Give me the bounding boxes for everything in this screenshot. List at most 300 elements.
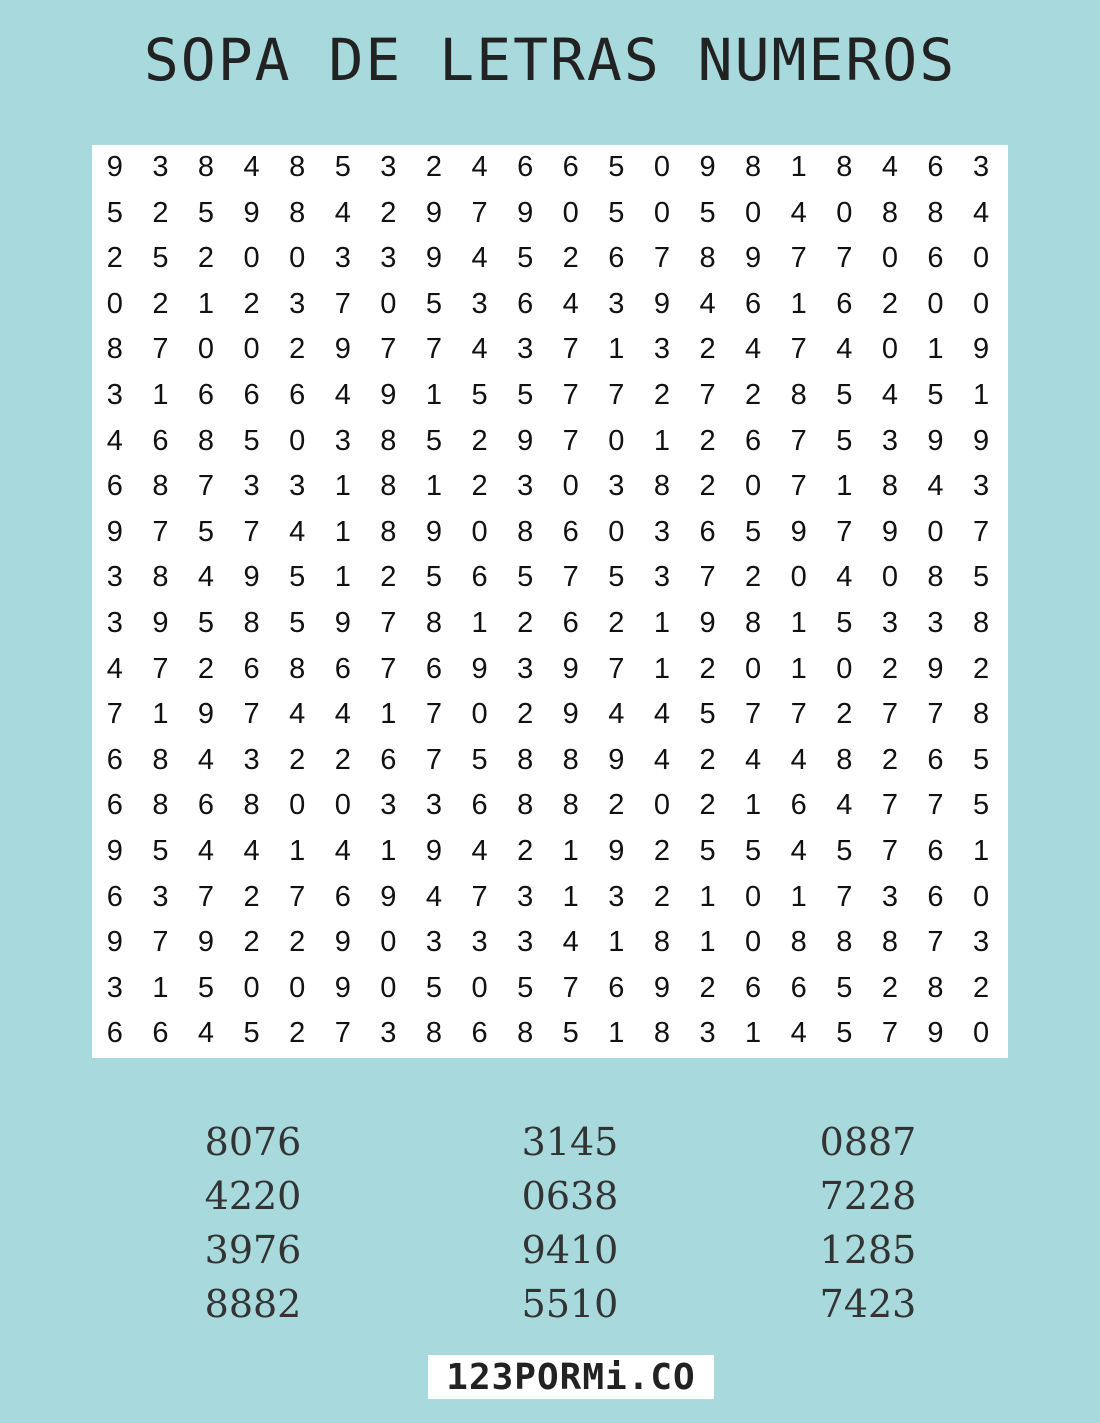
grid-cell: 7	[836, 242, 853, 275]
search-number: 8076	[204, 1120, 302, 1164]
grid-cell: 3	[517, 880, 534, 913]
grid-cell: 7	[334, 1017, 351, 1050]
grid-cell: 9	[653, 287, 670, 320]
grid-cell: 5	[106, 196, 123, 229]
grid-cell: 6	[608, 971, 625, 1004]
grid-cell: 5	[517, 379, 534, 411]
grid-cell: 0	[881, 333, 898, 366]
grid-cell: 4	[289, 515, 306, 548]
grid-cell: 0	[289, 971, 306, 1004]
grid-cell: 2	[289, 333, 306, 366]
grid-cell: 4	[471, 835, 488, 867]
grid-cell: 6	[836, 287, 853, 320]
grid-cell: 4	[243, 151, 260, 183]
grid-cell: 8	[517, 743, 534, 776]
grid-cell: 2	[471, 470, 488, 503]
grid-cell: 7	[881, 789, 898, 822]
grid-cell: 1	[289, 835, 306, 867]
grid-cell: 7	[790, 333, 807, 366]
grid-cell: 7	[973, 515, 990, 548]
grid-cell: 4	[881, 151, 898, 183]
grid-cell: 3	[973, 470, 990, 503]
grid-cell: 4	[745, 743, 762, 776]
grid-cell: 1	[973, 379, 990, 411]
grid-cell: 9	[471, 652, 488, 685]
grid-cell: 1	[699, 926, 716, 959]
grid-row	[92, 647, 1008, 693]
grid-cell: 8	[927, 196, 944, 229]
grid-cell: 0	[289, 424, 306, 457]
grid-cell: 5	[973, 561, 990, 594]
grid-cell: 5	[471, 743, 488, 776]
grid-cell: 4	[562, 926, 579, 959]
grid-cell: 0	[881, 242, 898, 275]
grid-cell: 3	[380, 151, 397, 183]
grid-cell: 7	[152, 333, 169, 366]
grid-cell: 8	[653, 1017, 670, 1050]
grid-cell: 9	[334, 607, 351, 639]
grid-cell: 7	[790, 470, 807, 503]
grid-cell: 3	[881, 607, 898, 639]
grid-cell: 5	[608, 196, 625, 229]
grid-cell: 4	[881, 379, 898, 411]
grid-cell: 9	[699, 607, 716, 639]
grid-cell: 6	[927, 151, 944, 183]
grid-cell: 2	[699, 424, 716, 457]
grid-cell: 4	[425, 880, 443, 913]
grid-cell: 5	[243, 1017, 260, 1050]
grid-cell: 6	[471, 561, 488, 594]
grid-cell: 0	[653, 151, 670, 183]
grid-cell: 4	[562, 287, 579, 320]
grid-row	[92, 555, 1008, 601]
grid-cell: 6	[562, 607, 579, 639]
grid-cell: 2	[380, 561, 397, 594]
grid-cell: 7	[562, 561, 579, 594]
grid-cell: 7	[699, 561, 716, 594]
grid-cell: 8	[152, 561, 169, 594]
grid-cell: 9	[927, 652, 944, 685]
grid-cell: 6	[152, 424, 169, 457]
grid-cell: 9	[653, 971, 670, 1004]
grid-cell: 1	[699, 880, 716, 913]
grid-cell: 8	[380, 515, 397, 548]
grid-cell: 5	[836, 971, 853, 1004]
grid-cell: 0	[334, 789, 351, 822]
grid-cell: 3	[243, 470, 260, 503]
grid-cell: 0	[653, 789, 670, 822]
grid-cell: 8	[289, 652, 306, 685]
grid-cell: 5	[197, 607, 215, 639]
grid-cell: 9	[517, 424, 534, 457]
grid-cell: 5	[836, 424, 853, 457]
grid-cell: 5	[699, 196, 716, 229]
grid-cell: 9	[973, 333, 990, 366]
grid-cell: 0	[243, 971, 260, 1004]
grid-cell: 2	[289, 926, 306, 959]
grid-cell: 5	[289, 607, 306, 639]
grid-cell: 1	[608, 333, 625, 366]
grid-cell: 6	[745, 971, 762, 1004]
grid-cell: 7	[334, 287, 351, 320]
grid-cell: 4	[334, 835, 351, 867]
grid-cell: 5	[973, 789, 990, 822]
grid-cell: 2	[973, 652, 990, 685]
grid-cell: 5	[471, 379, 488, 411]
grid-cell: 8	[562, 789, 579, 822]
grid-cell: 5	[973, 743, 990, 776]
grid-cell: 1	[653, 424, 670, 457]
grid-cell: 6	[517, 287, 534, 320]
grid-cell: 8	[699, 242, 716, 275]
grid-cell: 4	[106, 652, 123, 685]
search-number: 8882	[204, 1282, 302, 1326]
grid-cell: 4	[745, 333, 762, 366]
grid-cell: 4	[106, 424, 123, 457]
grid-cell: 0	[380, 287, 397, 320]
grid-cell: 2	[517, 835, 534, 867]
grid-cell: 9	[334, 971, 351, 1004]
grid-cell: 2	[881, 652, 898, 685]
grid-cell: 7	[562, 424, 579, 457]
grid-cell: 9	[927, 424, 944, 457]
grid-cell: 7	[881, 835, 898, 867]
grid-cell: 4	[927, 470, 944, 503]
grid-cell: 5	[334, 151, 351, 183]
grid-cell: 0	[471, 515, 488, 548]
grid-cell: 3	[927, 607, 944, 639]
grid-cell: 3	[699, 1017, 716, 1050]
grid-cell: 0	[927, 287, 944, 320]
grid-cell: 6	[745, 424, 762, 457]
grid-cell: 2	[289, 1017, 306, 1050]
grid-cell: 1	[790, 607, 807, 639]
grid-cell: 2	[699, 470, 716, 503]
grid-row	[92, 327, 1008, 373]
grid-cell: 8	[562, 743, 579, 776]
grid-cell: 9	[881, 515, 898, 548]
grid-cell: 8	[836, 151, 853, 183]
grid-cell: 9	[425, 515, 443, 548]
grid-cell: 5	[745, 835, 762, 867]
grid-cell: 8	[745, 607, 762, 639]
grid-cell: 2	[197, 652, 215, 685]
grid-cell: 4	[608, 698, 625, 731]
grid-cell: 8	[836, 926, 853, 959]
grid-cell: 2	[881, 287, 898, 320]
grid-cell: 8	[790, 379, 807, 411]
grid-cell: 3	[106, 561, 123, 594]
grid-cell: 2	[881, 743, 898, 776]
grid-row	[92, 829, 1008, 875]
grid-cell: 6	[334, 880, 351, 913]
search-number: 0638	[521, 1174, 619, 1218]
grid-cell: 7	[881, 1017, 898, 1050]
grid-cell: 9	[380, 379, 397, 411]
grid-cell: 4	[653, 743, 670, 776]
grid-cell: 6	[106, 743, 123, 776]
grid-cell: 2	[152, 196, 169, 229]
grid-cell: 5	[152, 835, 169, 867]
grid-cell: 0	[243, 242, 260, 275]
grid-cell: 0	[790, 561, 807, 594]
word-column	[153, 1115, 353, 1331]
grid-cell: 3	[973, 151, 990, 183]
grid-cell: 0	[380, 971, 397, 1004]
grid-cell: 7	[380, 607, 397, 639]
grid-cell: 3	[608, 880, 625, 913]
grid-cell: 3	[881, 880, 898, 913]
grid-cell: 4	[197, 835, 215, 867]
grid-cell: 5	[745, 515, 762, 548]
grid-cell: 0	[745, 470, 762, 503]
grid-cell: 9	[973, 424, 990, 457]
grid-cell: 3	[243, 743, 260, 776]
grid-cell: 3	[106, 379, 123, 411]
grid-cell: 0	[973, 1017, 990, 1050]
grid-cell: 1	[608, 1017, 625, 1050]
grid-cell: 3	[973, 926, 990, 959]
grid-cell: 1	[790, 287, 807, 320]
grid-cell: 8	[836, 743, 853, 776]
grid-cell: 1	[653, 652, 670, 685]
grid-cell: 2	[881, 971, 898, 1004]
grid-cell: 2	[699, 333, 716, 366]
grid-cell: 0	[608, 515, 625, 548]
grid-row	[92, 282, 1008, 328]
grid-cell: 9	[745, 242, 762, 275]
grid-cell: 7	[790, 242, 807, 275]
word-list	[0, 1115, 1100, 1345]
grid-cell: 8	[653, 470, 670, 503]
grid-cell: 2	[106, 242, 123, 275]
grid-cell: 5	[243, 424, 260, 457]
site-logo: 123PORMi.CO	[428, 1355, 714, 1399]
grid-cell: 1	[836, 470, 853, 503]
grid-cell: 4	[197, 1017, 215, 1050]
search-number: 9410	[521, 1228, 619, 1272]
grid-cell: 3	[471, 287, 488, 320]
grid-cell: 4	[289, 698, 306, 731]
grid-cell: 5	[197, 515, 215, 548]
grid-cell: 3	[425, 926, 443, 959]
grid-cell: 6	[562, 151, 579, 183]
grid-cell: 5	[197, 196, 215, 229]
grid-cell: 8	[197, 151, 215, 183]
grid-cell: 0	[608, 424, 625, 457]
grid-cell: 5	[836, 379, 853, 411]
grid-cell: 2	[425, 151, 443, 183]
grid-cell: 4	[471, 242, 488, 275]
grid-cell: 0	[562, 196, 579, 229]
grid-cell: 2	[608, 607, 625, 639]
grid-cell: 8	[289, 196, 306, 229]
grid-cell: 7	[608, 652, 625, 685]
grid-cell: 8	[425, 607, 443, 639]
grid-cell: 5	[562, 1017, 579, 1050]
grid-cell: 8	[152, 743, 169, 776]
grid-cell: 7	[425, 698, 443, 731]
grid-cell: 1	[973, 835, 990, 867]
grid-cell: 6	[790, 789, 807, 822]
grid-cell: 8	[881, 470, 898, 503]
grid-cell: 4	[836, 561, 853, 594]
grid-cell: 8	[517, 1017, 534, 1050]
grid-cell: 0	[973, 287, 990, 320]
grid-cell: 8	[881, 196, 898, 229]
grid-cell: 7	[243, 698, 260, 731]
grid-cell: 7	[653, 242, 670, 275]
grid-cell: 0	[836, 196, 853, 229]
grid-cell: 3	[881, 424, 898, 457]
grid-cell: 7	[790, 424, 807, 457]
search-number: 4220	[204, 1174, 302, 1218]
grid-row	[92, 783, 1008, 829]
grid-cell: 8	[790, 926, 807, 959]
grid-cell: 6	[517, 151, 534, 183]
grid-cell: 0	[973, 880, 990, 913]
grid-cell: 3	[517, 333, 534, 366]
grid-cell: 6	[471, 789, 488, 822]
grid-row	[92, 236, 1008, 282]
grid-cell: 0	[380, 926, 397, 959]
grid-cell: 4	[790, 196, 807, 229]
grid-cell: 9	[425, 835, 443, 867]
grid-cell: 0	[243, 333, 260, 366]
grid-row	[92, 191, 1008, 237]
word-column	[470, 1115, 670, 1331]
grid-cell: 7	[745, 698, 762, 731]
search-number: 3976	[204, 1228, 302, 1272]
grid-cell: 1	[790, 880, 807, 913]
grid-cell: 7	[380, 652, 397, 685]
grid-cell: 8	[973, 607, 990, 639]
grid-cell: 1	[608, 926, 625, 959]
grid-cell: 7	[790, 698, 807, 731]
grid-cell: 9	[197, 698, 215, 731]
grid-row	[92, 419, 1008, 465]
grid-cell: 3	[334, 424, 351, 457]
grid-cell: 3	[380, 789, 397, 822]
grid-cell: 2	[517, 698, 534, 731]
grid-cell: 5	[425, 287, 443, 320]
grid-cell: 9	[562, 698, 579, 731]
grid-cell: 9	[106, 835, 123, 867]
grid-cell: 1	[471, 607, 488, 639]
grid-cell: 1	[334, 515, 351, 548]
grid-row	[92, 373, 1008, 419]
grid-cell: 1	[380, 698, 397, 731]
grid-cell: 3	[380, 1017, 397, 1050]
grid-cell: 3	[380, 242, 397, 275]
grid-cell: 1	[745, 1017, 762, 1050]
grid-cell: 2	[836, 698, 853, 731]
grid-row	[92, 920, 1008, 966]
grid-cell: 4	[653, 698, 670, 731]
grid-cell: 9	[334, 926, 351, 959]
grid-cell: 3	[608, 287, 625, 320]
grid-cell: 0	[653, 196, 670, 229]
grid-cell: 1	[790, 151, 807, 183]
grid-cell: 5	[289, 561, 306, 594]
search-number: 3145	[521, 1120, 619, 1164]
search-number: 0887	[819, 1120, 917, 1164]
grid-cell: 6	[425, 652, 443, 685]
grid-cell: 7	[289, 880, 306, 913]
grid-cell: 2	[243, 926, 260, 959]
grid-cell: 5	[836, 1017, 853, 1050]
grid-cell: 5	[425, 424, 443, 457]
grid-row	[92, 966, 1008, 1012]
grid-cell: 2	[699, 652, 716, 685]
grid-cell: 2	[243, 880, 260, 913]
grid-cell: 8	[425, 1017, 443, 1050]
grid-cell: 8	[745, 151, 762, 183]
grid-cell: 2	[653, 835, 670, 867]
grid-cell: 5	[836, 607, 853, 639]
grid-cell: 1	[927, 333, 944, 366]
grid-cell: 1	[425, 470, 443, 503]
grid-cell: 6	[289, 379, 306, 411]
grid-cell: 3	[471, 926, 488, 959]
grid-row	[92, 692, 1008, 738]
grid-cell: 3	[334, 242, 351, 275]
grid-cell: 1	[562, 835, 579, 867]
grid-cell: 7	[836, 515, 853, 548]
grid-cell: 7	[471, 196, 488, 229]
search-number: 7423	[819, 1282, 917, 1326]
grid-cell: 0	[562, 470, 579, 503]
grid-cell: 7	[380, 333, 397, 366]
grid-cell: 3	[653, 561, 670, 594]
grid-cell: 5	[608, 561, 625, 594]
grid-cell: 2	[380, 196, 397, 229]
grid-cell: 6	[790, 971, 807, 1004]
grid-cell: 4	[836, 333, 853, 366]
grid-cell: 3	[152, 151, 169, 183]
grid-cell: 6	[562, 515, 579, 548]
grid-cell: 0	[289, 242, 306, 275]
grid-row	[92, 145, 1008, 191]
grid-cell: 3	[517, 926, 534, 959]
grid-cell: 1	[380, 835, 397, 867]
grid-cell: 8	[517, 789, 534, 822]
grid-cell: 6	[927, 242, 944, 275]
grid-cell: 0	[745, 652, 762, 685]
grid-cell: 1	[562, 880, 579, 913]
grid-cell: 1	[334, 561, 351, 594]
grid-cell: 4	[197, 561, 215, 594]
grid-cell: 4	[790, 1017, 807, 1050]
grid-cell: 1	[790, 652, 807, 685]
grid-cell: 9	[243, 196, 260, 229]
grid-cell: 3	[106, 607, 123, 639]
grid-cell: 3	[289, 287, 306, 320]
grid-cell: 4	[243, 835, 260, 867]
grid-cell: 0	[745, 926, 762, 959]
grid-cell: 0	[197, 333, 215, 366]
grid-cell: 8	[517, 515, 534, 548]
search-number: 1285	[819, 1228, 917, 1272]
grid-cell: 7	[927, 926, 944, 959]
grid-cell: 7	[425, 743, 443, 776]
grid-row	[92, 510, 1008, 556]
grid-cell: 3	[517, 470, 534, 503]
grid-cell: 2	[653, 379, 670, 411]
grid-cell: 5	[152, 242, 169, 275]
grid-cell: 2	[745, 379, 762, 411]
grid-cell: 7	[425, 333, 443, 366]
